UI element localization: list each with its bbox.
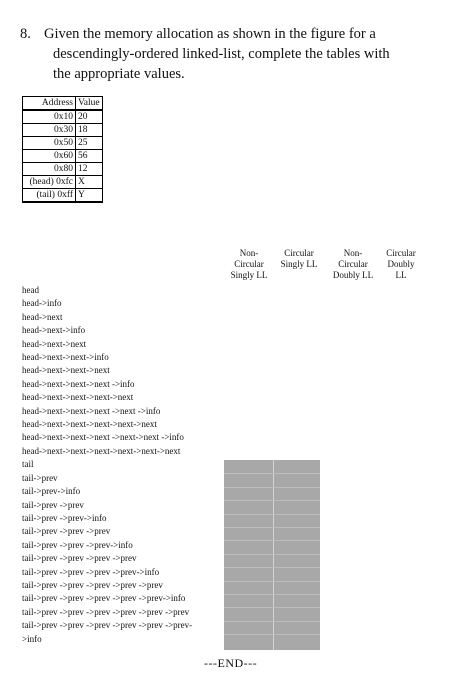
header-address: Address — [23, 97, 76, 111]
shaded-row-divider — [224, 487, 320, 488]
table-row — [23, 189, 103, 203]
row-label: tail->prev ->prev — [22, 499, 84, 510]
shaded-row-divider — [224, 607, 320, 608]
row-label: tail->prev ->prev ->prev ->prev — [22, 553, 137, 564]
row-label: head->next->info — [22, 325, 86, 336]
value-cell: 20 — [76, 110, 103, 124]
question-line-3: the appropriate values. — [53, 66, 185, 82]
row-label-list — [22, 284, 222, 646]
column-header-noncircular-singly: Non- Circular Singly LL — [230, 248, 268, 280]
column-header-circular-singly: Circular Singly LL — [280, 248, 318, 269]
row-label: tail->prev ->prev ->prev->info — [22, 539, 133, 550]
address-cell: 0x50 — [23, 137, 76, 150]
row-label: head->next->next->next ->next ->info — [22, 405, 161, 416]
address-cell: (head) 0xfc — [23, 176, 76, 189]
column-header-circular-doubly: Circular Doubly LL — [386, 248, 416, 280]
row-label: head->next->next->next — [22, 365, 110, 376]
table-row — [23, 137, 103, 150]
header-value: Value — [76, 97, 103, 111]
address-cell: 0x30 — [23, 124, 76, 137]
row-label: tail — [22, 459, 34, 470]
row-label: tail->prev ->prev ->prev — [22, 526, 111, 537]
shaded-row-divider — [224, 473, 320, 474]
row-label: tail->prev ->prev->info — [22, 512, 107, 523]
memory-table — [22, 96, 103, 203]
shaded-row-divider — [224, 594, 320, 595]
row-label: tail->prev ->prev ->prev ->prev ->prev ->prev — [22, 606, 190, 617]
row-label: head->next->next->next->next->next->next — [22, 445, 181, 456]
row-label: tail->prev ->prev ->prev ->prev->info — [22, 566, 160, 577]
table-row — [23, 176, 103, 189]
shaded-row-divider — [224, 500, 320, 501]
address-cell: 0x60 — [23, 150, 76, 163]
row-label: head->next->next->next->next — [22, 392, 134, 403]
shaded-answer-area — [224, 460, 320, 650]
shaded-row-divider — [224, 581, 320, 582]
address-cell: 0x80 — [23, 163, 76, 176]
column-header-noncircular-doubly: Non- Circular Doubly LL — [332, 248, 374, 280]
row-label: tail->prev ->prev ->prev ->prev ->prev — [22, 579, 163, 590]
end-marker: ---END--- — [204, 656, 258, 670]
question-line-2: descendingly-ordered linked-list, complete the tables with — [53, 46, 390, 62]
question-line-1: 8. Given the memory allocation as shown in the figure for a — [20, 26, 376, 42]
row-label: tail->prev->info — [22, 486, 81, 497]
row-label: tail->prev — [22, 472, 58, 483]
row-label: head->next — [22, 311, 63, 322]
shaded-row-divider — [224, 554, 320, 555]
table-row — [23, 163, 103, 176]
row-label: >info — [22, 633, 42, 644]
shaded-row-divider — [224, 567, 320, 568]
row-label: tail->prev ->prev ->prev ->prev ->prev ->prev- — [22, 620, 193, 631]
row-label: head->info — [22, 298, 62, 309]
value-cell: 12 — [76, 163, 103, 176]
row-label: tail->prev ->prev ->prev ->prev ->prev->info — [22, 593, 186, 604]
shaded-row-divider — [224, 514, 320, 515]
table-row — [23, 150, 103, 163]
value-cell: 18 — [76, 124, 103, 137]
table-row — [23, 110, 103, 124]
answer-column-headers — [220, 248, 430, 288]
shaded-row-divider — [224, 621, 320, 622]
row-label: head->next->next->next ->next->next ->info — [22, 432, 184, 443]
shaded-row-divider — [224, 540, 320, 541]
row-label: head->next->next->next ->info — [22, 378, 135, 389]
question-number: 8. — [20, 26, 31, 42]
question-text — [20, 24, 440, 84]
shaded-row-divider — [224, 634, 320, 635]
row-label: head->next->next — [22, 338, 87, 349]
row-label: head->next->next->next->next->next — [22, 419, 157, 430]
shaded-row-divider — [224, 527, 320, 528]
row-label: head->next->next->info — [22, 352, 109, 363]
table-row — [23, 124, 103, 137]
memory-table-header — [23, 97, 103, 111]
value-cell: 25 — [76, 137, 103, 150]
value-cell: Y — [76, 189, 103, 203]
value-cell: X — [76, 176, 103, 189]
row-label: head — [22, 285, 39, 295]
value-cell: 56 — [76, 150, 103, 163]
address-cell: 0x10 — [23, 110, 76, 124]
address-cell: (tail) 0xff — [23, 189, 76, 203]
